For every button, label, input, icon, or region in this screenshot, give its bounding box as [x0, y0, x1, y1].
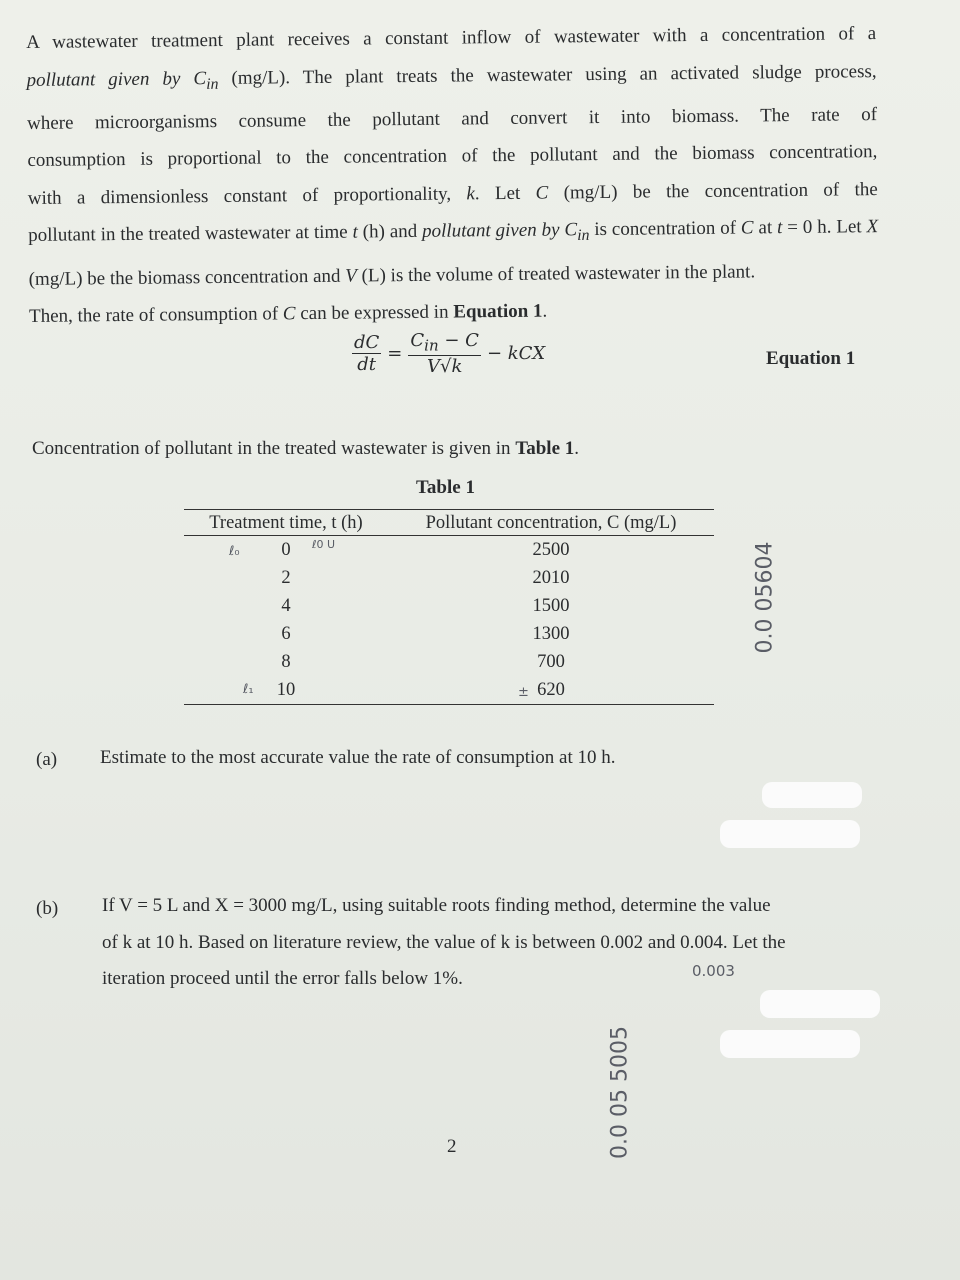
handwriting-t10-left: ℓ₁ — [243, 682, 254, 697]
page-number: 2 — [447, 1136, 457, 1157]
para-line-3: where microorganisms consume the pollutant and convert it into biomass. The rate of — [26, 103, 878, 134]
equation-1 — [352, 330, 551, 377]
handwriting-side-note: 0.0 05604 — [752, 541, 778, 654]
para-line-6: pollutant in the treated wastewater at time t (h) and pollutant given by $C_{in}$ is concentration of C at t = 0 h. Let X — [28, 216, 879, 247]
question-b-line: iteration proceed until the error falls below 1%. — [102, 968, 463, 989]
question-b-text — [102, 888, 786, 998]
handwriting-bottom-note: 0.0 05 5005 — [607, 1026, 633, 1159]
para-line-2: pollutant given by $C_{in}$ (mg/L). The plant treats the wastewater using an activated sludge process, — [26, 60, 877, 93]
table-row: 4 1500 — [281, 595, 570, 616]
table-header-row — [184, 510, 714, 536]
table-row: 8 700 — [281, 651, 565, 672]
para-line-1: A wastewater treatment plant receives a constant inflow of wastewater with a concentration of a — [26, 23, 877, 53]
handwriting-t0-right: ℓ0 U — [312, 538, 336, 551]
redaction-mark — [762, 782, 862, 808]
question-a-label: (a) — [36, 749, 58, 770]
equals-sign: = — [387, 342, 403, 364]
col-header-concentration: Pollutant concentration, C (mg/L) — [388, 510, 714, 536]
handwriting-t0-left: ℓ₀ — [229, 544, 240, 559]
redaction-mark — [720, 820, 860, 848]
table-row: 0 2500 — [281, 539, 570, 560]
handwriting-k-guess: 0.003 — [692, 962, 735, 980]
redaction-mark — [720, 1030, 860, 1058]
handwriting-c620-mark: ± — [518, 685, 529, 700]
equation-label: Equation 1 — [766, 348, 856, 369]
para-line-7: (mg/L) be the biomass concentration and V (L) is the volume of treated wastewater in the plant. — [28, 260, 756, 290]
question-b-line: of k at 10 h. Based on literature review, the value of k is between 0.002 and 0.004. Let the — [102, 931, 786, 953]
question-b-line: If V = 5 L and X = 3000 mg/L, using suitable roots finding method, determine the value — [102, 895, 771, 916]
lhs-fraction: $\frac{dC}{dt}$ — [354, 331, 380, 375]
table-intro: Concentration of pollutant in the treated wastewater is given in Table 1. — [32, 438, 580, 459]
rhs-fraction: $\frac{C_{in} - C}{V√k}$ — [410, 330, 479, 377]
question-a-text: Estimate to the most accurate value the rate of consumption at 10 h. — [100, 747, 616, 768]
table-row: 6 1300 — [281, 623, 570, 644]
col-header-time: Treatment time, t (h) — [184, 510, 388, 536]
table-caption: Table 1 — [416, 477, 475, 498]
para-line-4: consumption is proportional to the concentration of the pollutant and the biomass concentration, — [27, 141, 878, 172]
rhs-tail: − kCX — [486, 342, 546, 364]
para-line-5: with a dimensionless constant of proportionality, k. Let C (mg/L) be the concentration of the — [27, 178, 878, 209]
para-line-8: Then, the rate of consumption of C can be expressed in Equation 1. — [28, 300, 548, 328]
redaction-mark — [760, 990, 880, 1018]
intro-paragraph — [26, 15, 879, 335]
table-row: 10 620 — [184, 676, 714, 705]
question-b-label: (b) — [36, 898, 59, 919]
table-row: 2 2010 — [281, 567, 570, 588]
data-table — [184, 509, 714, 705]
